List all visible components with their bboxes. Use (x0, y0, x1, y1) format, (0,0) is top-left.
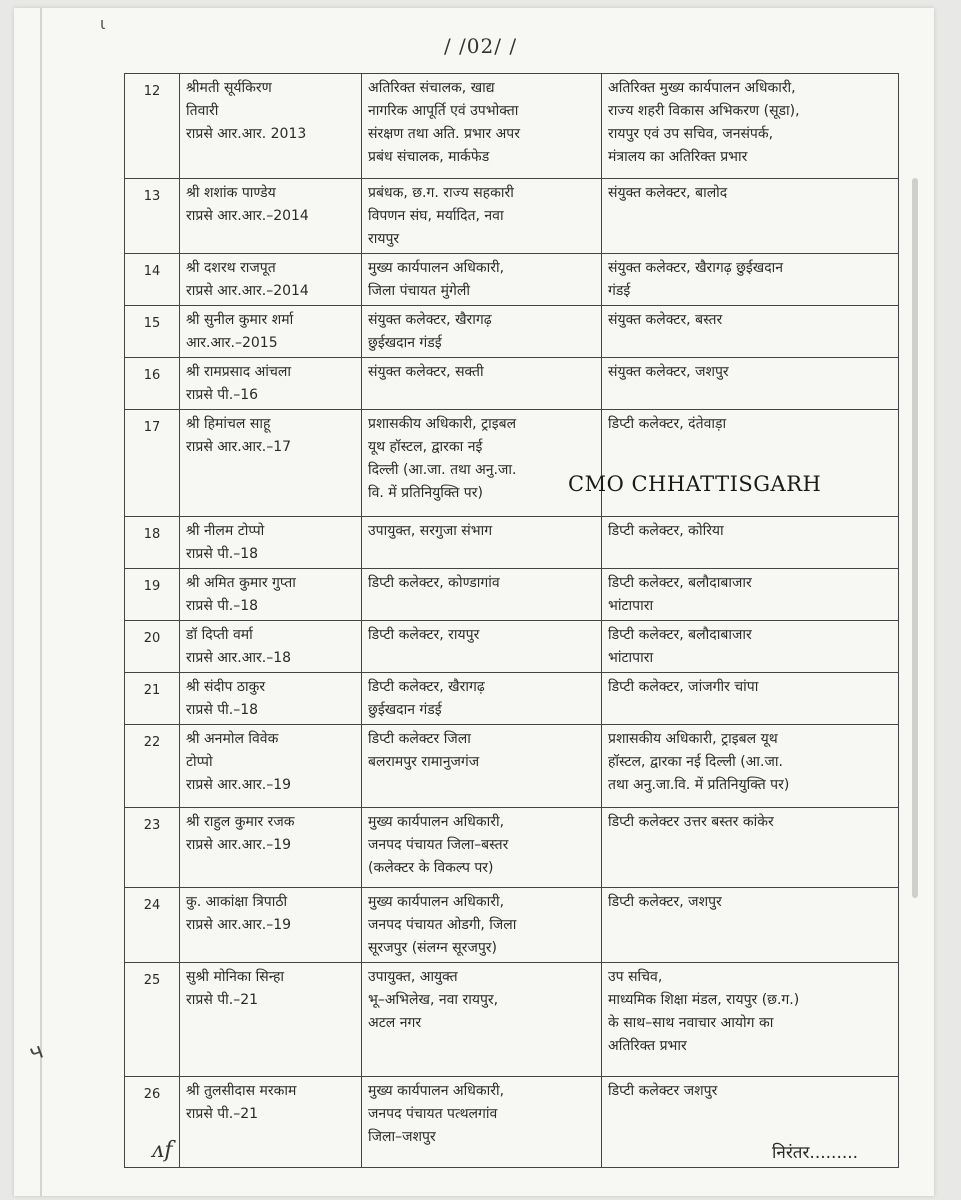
signature: ᴧf (152, 1138, 173, 1163)
cell-line: भांटापारा (608, 598, 654, 614)
table-row (125, 306, 899, 358)
new-posting-cell (602, 673, 899, 725)
continued-label: निरंतर......... (772, 1143, 859, 1163)
cell-line: श्री शशांक पाण्डेय (186, 185, 276, 201)
current-posting-cell (362, 74, 602, 179)
cell-line: उपायुक्त, सरगुजा संभाग (368, 523, 493, 539)
cell-line: राप्रसे पी.–18 (186, 598, 259, 614)
cell-line: सूरजपुर (संलग्न सूरजपुर) (368, 940, 497, 956)
table-row (125, 74, 899, 179)
new-posting-cell (602, 621, 899, 673)
cell-line: कु. आकांक्षा त्रिपाठी (186, 894, 288, 910)
current-posting-cell (362, 517, 602, 569)
cell-line: प्रशासकीय अधिकारी, ट्राइबल यूथ (608, 731, 778, 747)
officer-name-cell (180, 621, 362, 673)
cell-line: श्री अमित कुमार गुप्ता (186, 575, 296, 591)
current-posting-cell (362, 673, 602, 725)
cell-line: डिप्टी कलेक्टर जशपुर (608, 1083, 718, 1099)
current-posting-cell (362, 621, 602, 673)
cell-line: मुख्य कार्यपालन अधिकारी, (368, 1083, 505, 1099)
officer-name-cell (180, 179, 362, 254)
cell-line: राप्रसे आर.आर.–19 (186, 837, 292, 853)
cell-line: मंत्रालय का अतिरिक्त प्रभार (608, 149, 748, 165)
cell-line: संयुक्त कलेक्टर, खैरागढ़ (368, 312, 492, 328)
cell-line: श्री तुलसीदास मरकाम (186, 1083, 297, 1099)
cell-line: अतिरिक्त प्रभार (608, 1038, 687, 1054)
cell-line: संयुक्त कलेक्टर, खैरागढ़ छुईखदान (608, 260, 784, 276)
scrollbar[interactable] (912, 178, 918, 898)
cell-line: जनपद पंचायत ओडगी, जिला (368, 917, 517, 933)
table-row (125, 621, 899, 673)
cell-line: राप्रसे आर.आर.–18 (186, 650, 292, 666)
cell-line: जिला–जशपुर (368, 1129, 436, 1145)
serial-number: 20 (125, 621, 180, 673)
cell-line: राप्रसे आर.आर. 2013 (186, 126, 307, 142)
new-posting-cell (602, 306, 899, 358)
cell-line: राप्रसे पी.–16 (186, 387, 259, 403)
cell-line: तथा अनु.जा.वि. में प्रतिनियुक्ति पर) (608, 777, 790, 793)
cell-line: विपणन संघ, मर्यादित, नवा (368, 208, 504, 224)
officer-name-cell (180, 517, 362, 569)
serial-number: 25 (125, 963, 180, 1077)
cell-line: गंडई (608, 283, 631, 299)
cell-line: डिप्टी कलेक्टर, बलौदाबाजार (608, 575, 752, 591)
cell-line: राप्रसे पी.–21 (186, 1106, 259, 1122)
cell-line: श्री रामप्रसाद आंचला (186, 364, 291, 380)
cell-line: जनपद पंचायत पत्थलगांव (368, 1106, 498, 1122)
new-posting-cell (602, 569, 899, 621)
cell-line: राप्रसे आर.आर.–2014 (186, 283, 309, 299)
cell-line: उप सचिव, (608, 969, 663, 985)
cell-line: जनपद पंचायत जिला–बस्तर (368, 837, 509, 853)
officer-name-cell (180, 1077, 362, 1168)
cell-line: डिप्टी कलेक्टर, बलौदाबाजार (608, 627, 752, 643)
serial-number: 21 (125, 673, 180, 725)
new-posting-cell (602, 358, 899, 410)
cell-line: छुईखदान गंडई (368, 702, 442, 718)
officer-name-cell (180, 254, 362, 306)
table-row (125, 254, 899, 306)
cell-line: छुईखदान गंडई (368, 335, 442, 351)
cell-line: (कलेक्टर के विकल्प पर) (368, 860, 494, 876)
table-row (125, 725, 899, 808)
officer-name-cell (180, 358, 362, 410)
cell-line: डिप्टी कलेक्टर, जांजगीर चांपा (608, 679, 759, 695)
table-row (125, 517, 899, 569)
cell-line: डिप्टी कलेक्टर, जशपुर (608, 894, 722, 910)
serial-number: 18 (125, 517, 180, 569)
current-posting-cell (362, 254, 602, 306)
cell-line: श्री राहुल कुमार रजक (186, 814, 295, 830)
cell-line: प्रबंध संचालक, मार्कफेड (368, 149, 490, 165)
officer-name-cell (180, 808, 362, 888)
cell-line: रायपुर एवं उप सचिव, जनसंपर्क, (608, 126, 774, 142)
cell-line: यूथ हॉस्टल, द्वारका नई (368, 439, 483, 455)
serial-number: 26 (125, 1077, 180, 1168)
officer-name-cell (180, 569, 362, 621)
current-posting-cell (362, 963, 602, 1077)
watermark-text: CMO CHHATTISGARH (568, 472, 822, 496)
cell-line: मुख्य कार्यपालन अधिकारी, (368, 260, 505, 276)
cell-line: दिल्ली (आ.जा. तथा अनु.जा. (368, 462, 517, 478)
cell-line: मुख्य कार्यपालन अधिकारी, (368, 814, 505, 830)
current-posting-cell (362, 179, 602, 254)
current-posting-cell (362, 358, 602, 410)
cell-line: डिप्टी कलेक्टर, रायपुर (368, 627, 480, 643)
serial-number: 17 (125, 410, 180, 517)
cell-line: अतिरिक्त मुख्य कार्यपालन अधिकारी, (608, 80, 796, 96)
cell-line: राप्रसे आर.आर.–2014 (186, 208, 309, 224)
officer-name-cell (180, 410, 362, 517)
table-row (125, 673, 899, 725)
new-posting-cell (602, 725, 899, 808)
cell-line: अटल नगर (368, 1015, 422, 1031)
cell-line: भू–अभिलेख, नवा रायपुर, (368, 992, 499, 1008)
table-row (125, 808, 899, 888)
page-edge (40, 8, 42, 1196)
new-posting-cell (602, 517, 899, 569)
cell-line: अतिरिक्त संचालक, खाद्य (368, 80, 495, 96)
table-row (125, 569, 899, 621)
current-posting-cell (362, 306, 602, 358)
new-posting-cell (602, 254, 899, 306)
table-row (125, 179, 899, 254)
cell-line: वि. में प्रतिनियुक्ति पर) (368, 485, 483, 501)
cell-line: तिवारी (186, 103, 219, 119)
transfer-order-table (124, 73, 899, 1168)
new-posting-cell (602, 74, 899, 179)
officer-name-cell (180, 725, 362, 808)
serial-number: 22 (125, 725, 180, 808)
cell-line: श्री संदीप ठाकुर (186, 679, 266, 695)
serial-number: 13 (125, 179, 180, 254)
serial-number: 14 (125, 254, 180, 306)
cell-line: नागरिक आपूर्ति एवं उपभोक्ता (368, 103, 519, 119)
cell-line: डिप्टी कलेक्टर, कोण्डागांव (368, 575, 500, 591)
cell-line: राप्रसे पी.–21 (186, 992, 259, 1008)
officer-name-cell (180, 963, 362, 1077)
current-posting-cell (362, 569, 602, 621)
cell-line: श्री हिमांचल साहू (186, 416, 271, 432)
officer-name-cell (180, 888, 362, 963)
cell-line: संयुक्त कलेक्टर, सक्ती (368, 364, 484, 380)
new-posting-cell (602, 888, 899, 963)
cell-line: श्रीमती सूर्यकिरण (186, 80, 272, 96)
cell-line: संयुक्त कलेक्टर, बस्तर (608, 312, 723, 328)
current-posting-cell (362, 808, 602, 888)
cell-line: प्रशासकीय अधिकारी, ट्राइबल (368, 416, 517, 432)
officer-name-cell (180, 673, 362, 725)
table-row (125, 888, 899, 963)
cell-line: डिप्टी कलेक्टर, खैरागढ़ (368, 679, 485, 695)
new-posting-cell (602, 179, 899, 254)
cell-line: माध्यमिक शिक्षा मंडल, रायपुर (छ.ग.) (608, 992, 800, 1008)
current-posting-cell (362, 725, 602, 808)
serial-number: 23 (125, 808, 180, 888)
cell-line: राप्रसे पी.–18 (186, 546, 259, 562)
serial-number: 24 (125, 888, 180, 963)
cell-line: श्री सुनील कुमार शर्मा (186, 312, 294, 328)
cell-line: हॉस्टल, द्वारका नई दिल्ली (आ.जा. (608, 754, 783, 770)
cell-line: उपायुक्त, आयुक्त (368, 969, 458, 985)
cell-line: के साथ–साथ नवाचार आयोग का (608, 1015, 774, 1031)
cell-line: श्री अनमोल विवेक (186, 731, 279, 747)
table-row (125, 410, 899, 517)
new-posting-cell (602, 410, 899, 517)
cell-line: मुख्य कार्यपालन अधिकारी, (368, 894, 505, 910)
pen-mark: ɩ (100, 14, 106, 33)
cell-line: डिप्टी कलेक्टर, कोरिया (608, 523, 724, 539)
page-number-header: / /02/ / (443, 34, 518, 58)
cell-line: डिप्टी कलेक्टर, दंतेवाड़ा (608, 416, 727, 432)
cell-line: डॉ दिप्ती वर्मा (186, 627, 253, 643)
officer-name-cell (180, 74, 362, 179)
cell-line: श्री दशरथ राजपूत (186, 260, 276, 276)
table-row (125, 963, 899, 1077)
cell-line: राप्रसे आर.आर.–19 (186, 777, 292, 793)
current-posting-cell (362, 1077, 602, 1168)
cell-line: राप्रसे पी.–18 (186, 702, 259, 718)
current-posting-cell (362, 888, 602, 963)
cell-line: संयुक्त कलेक्टर, जशपुर (608, 364, 729, 380)
serial-number: 16 (125, 358, 180, 410)
cell-line: डिप्टी कलेक्टर जिला (368, 731, 471, 747)
serial-number: 12 (125, 74, 180, 179)
cell-line: टोप्पो (186, 754, 213, 770)
new-posting-cell (602, 808, 899, 888)
cell-line: आर.आर.–2015 (186, 335, 278, 351)
cell-line: प्रबंधक, छ.ग. राज्य सहकारी (368, 185, 514, 201)
cell-line: संरक्षण तथा अति. प्रभार अपर (368, 126, 520, 142)
current-posting-cell (362, 410, 602, 517)
table-row (125, 358, 899, 410)
cell-line: संयुक्त कलेक्टर, बालोद (608, 185, 728, 201)
cell-line: राप्रसे आर.आर.–17 (186, 439, 292, 455)
cell-line: राप्रसे आर.आर.–19 (186, 917, 292, 933)
cell-line: बलरामपुर रामानुजगंज (368, 754, 480, 770)
officer-name-cell (180, 306, 362, 358)
serial-number: 15 (125, 306, 180, 358)
cell-line: जिला पंचायत मुंगेली (368, 283, 470, 299)
margin-initials: ч (26, 1038, 47, 1067)
cell-line: रायपुर (368, 231, 400, 247)
cell-line: भांटापारा (608, 650, 654, 666)
cell-line: सुश्री मोनिका सिन्हा (186, 969, 285, 985)
cell-line: श्री नीलम टोप्पो (186, 523, 265, 539)
cell-line: राज्य शहरी विकास अभिकरण (सूडा), (608, 103, 800, 119)
new-posting-cell (602, 963, 899, 1077)
serial-number: 19 (125, 569, 180, 621)
cell-line: डिप्टी कलेक्टर उत्तर बस्तर कांकेर (608, 814, 774, 830)
